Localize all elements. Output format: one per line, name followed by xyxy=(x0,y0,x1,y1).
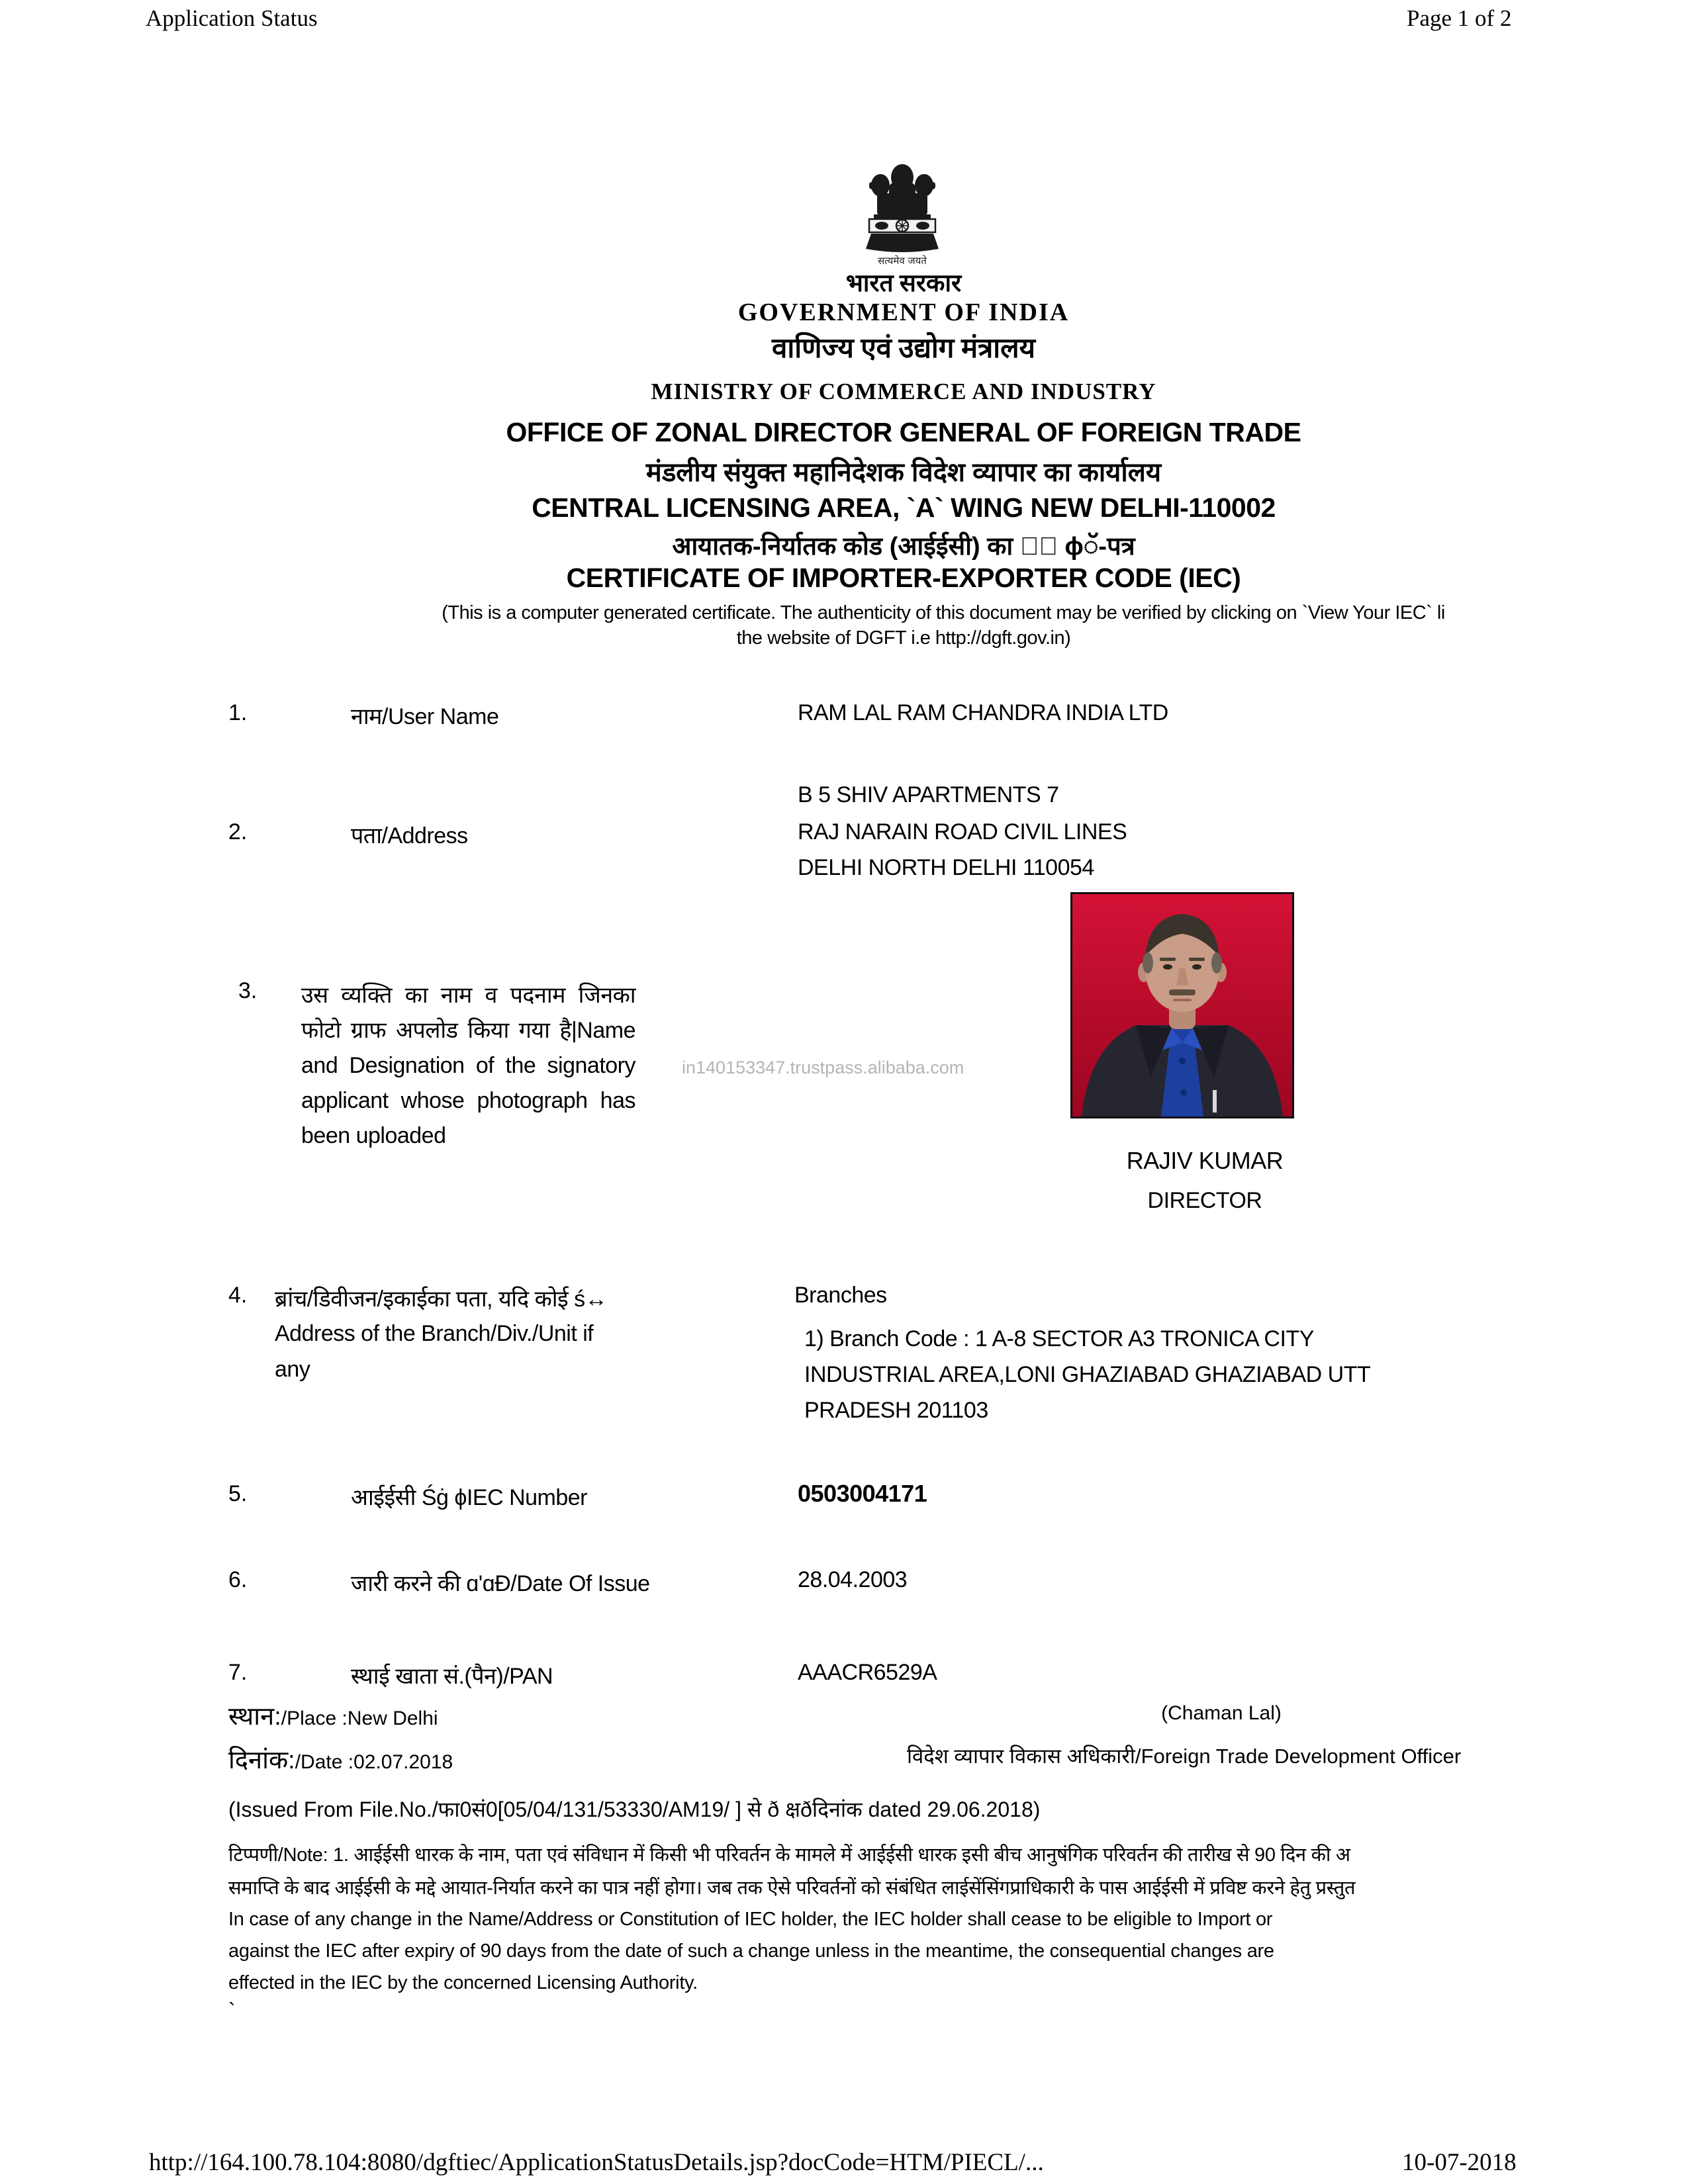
photo-caption-title: DIRECTOR xyxy=(1147,1188,1262,1213)
item-6-value: 28.04.2003 xyxy=(798,1567,908,1592)
item-4-branch-line-2: INDUSTRIAL AREA,LONI GHAZIABAD GHAZIABAD UTT xyxy=(804,1362,1371,1387)
note-english-line-1: In case of any change in the Name/Address or Constitution of IEC holder, the IEC holder shall cease to be eligible to Import or xyxy=(228,1909,1273,1930)
stray-backtick: ` xyxy=(228,1999,236,2023)
note-english-line-2: against the IEC after expiry of 90 days from the date of such a change unless in the meantime, the consequential changes are xyxy=(228,1940,1274,1962)
print-header-page-number: Page 1 of 2 xyxy=(1407,5,1512,31)
print-header-title: Application Status xyxy=(146,5,318,31)
heading-government-hindi: भारत सरकार xyxy=(845,270,962,297)
item-6-number: 6. xyxy=(228,1567,248,1592)
item-1-value: RAM LAL RAM CHANDRA INDIA LTD xyxy=(798,700,1168,725)
item-3-number: 3. xyxy=(238,978,258,1003)
print-footer-date: 10-07-2018 xyxy=(1402,2149,1517,2176)
heading-certificate-hindi: आयातक-निर्यातक कोड (आईईसी) का ◼ः ϕॅ-पत्र xyxy=(672,533,1135,561)
item-3-label: उस व्यक्ति का नाम व पदनाम जिनका फोटो ग्राफ अपलोड किया गया है|Name and Designation of the signatory applicant whose photograph has been uploaded xyxy=(301,983,635,1148)
print-footer-url: http://164.100.78.104:8080/dgftiec/ApplicationStatusDetails.jsp?docCode=HTM/PIECL/... xyxy=(149,2149,1044,2176)
item-7-value: AAACR6529A xyxy=(798,1660,937,1685)
item-5-number: 5. xyxy=(228,1481,248,1506)
item-6-label: जारी करने की ɑ'ɑÐ/Date Of Issue xyxy=(351,1571,650,1596)
note-hindi-line-2: समाप्ति के बाद आईईसी के मद्दे आयात-निर्यात करने का पात्र नहीं होगा। जब तक ऐसे परिवर्तनों को संबंधित लाईसेंसिंगप्राधिकारी के पास आईईसी में प्रविष्ट करने हेतु प्रस्तुत xyxy=(228,1878,1356,1899)
item-4-branch-line-3: PRADESH 201103 xyxy=(804,1398,988,1423)
date-value: /Date :02.07.2018 xyxy=(295,1751,453,1773)
officer-title: विदेश व्यापार विकास अधिकारी/Foreign Trade Development Officer xyxy=(907,1745,1462,1768)
svg-text:सत्यमेव जयते: सत्यमेव जयते xyxy=(878,255,927,267)
item-2-number: 2. xyxy=(228,819,248,844)
item-7-label: स्थाई खाता सं.(पैन)/PAN xyxy=(351,1664,553,1689)
signatory-photo xyxy=(1070,892,1294,1118)
heading-licensing-area: CENTRAL LICENSING AREA, `A` WING NEW DELHI-110002 xyxy=(532,492,1276,523)
item-4-number: 4. xyxy=(228,1283,248,1308)
heading-ministry-hindi: वाणिज्य एवं उद्योग मंत्रालय xyxy=(772,334,1035,364)
heading-office-hindi: मंडलीय संयुक्त महानिदेशक विदेश व्यापार का कार्यालय xyxy=(645,458,1162,487)
item-2-value-line-3: DELHI NORTH DELHI 110054 xyxy=(798,855,1094,880)
item-2-value-line-2: RAJ NARAIN ROAD CIVIL LINES xyxy=(798,819,1127,844)
item-4-label-english-2: any xyxy=(275,1357,310,1382)
heading-certificate-english: CERTIFICATE OF IMPORTER-EXPORTER CODE (IEC) xyxy=(566,563,1241,593)
date-label-hindi: दिनांक: xyxy=(228,1747,295,1774)
issued-from-line: (Issued From File.No./फा0सं0[05/04/131/53330/AM19/ ] से ð क्षðदिनांक dated 29.06.2018) xyxy=(228,1797,1041,1821)
heading-ministry-english: MINISTRY OF COMMERCE AND INDUSTRY xyxy=(651,379,1156,404)
item-2-label: पता/Address xyxy=(351,823,468,848)
note-english-line-3: effected in the IEC by the concerned Licensing Authority. xyxy=(228,1972,698,1993)
item-1-label: नाम/User Name xyxy=(351,704,499,729)
place-value: /Place :New Delhi xyxy=(281,1707,438,1729)
disclaimer-line-1: (This is a computer generated certificate. The authenticity of this document may be verified by clicking on `View Your IEC` li xyxy=(442,602,1445,623)
ashoka-emblem-icon xyxy=(839,158,965,267)
item-2-value-line-1: B 5 SHIV APARTMENTS 7 xyxy=(798,782,1059,807)
place-label-hindi: स्थान: xyxy=(228,1703,281,1731)
item-5-value: 0503004171 xyxy=(798,1480,927,1507)
watermark-text: in140153347.trustpass.alibaba.com xyxy=(682,1058,964,1077)
item-4-branch-line-1: 1) Branch Code : 1 A-8 SECTOR A3 TRONICA CITY xyxy=(804,1326,1314,1351)
item-4-value-title: Branches xyxy=(794,1283,887,1308)
item-4-label-hindi: ब्रांच/डिवीजन/इकाईका पता, यदि कोई ś↔ xyxy=(275,1287,608,1312)
heading-office-english: OFFICE OF ZONAL DIRECTOR GENERAL OF FOREIGN TRADE xyxy=(506,417,1301,447)
note-hindi-line-1: टिप्पणी/Note: 1. आईईसी धारक के नाम, पता एवं संविधान में किसी भी परिवर्तन के मामले में आईईसी धारक इसी बीच आनुषंगिक परिवर्तन की तारीख से 90 दिन की अ xyxy=(228,1844,1350,1866)
item-4-label-english-1: Address of the Branch/Div./Unit if xyxy=(275,1321,594,1346)
officer-name: (Chaman Lal) xyxy=(1161,1702,1282,1724)
item-7-number: 7. xyxy=(228,1660,248,1685)
item-1-number: 1. xyxy=(228,700,248,725)
item-5-label: आईईसी Śġ ϕIEC Number xyxy=(351,1485,587,1510)
heading-government-english: GOVERNMENT OF INDIA xyxy=(737,298,1070,326)
photo-caption-name: RAJIV KUMAR xyxy=(1126,1147,1284,1174)
disclaimer-line-2: the website of DGFT i.e http://dgft.gov.in) xyxy=(736,627,1071,649)
